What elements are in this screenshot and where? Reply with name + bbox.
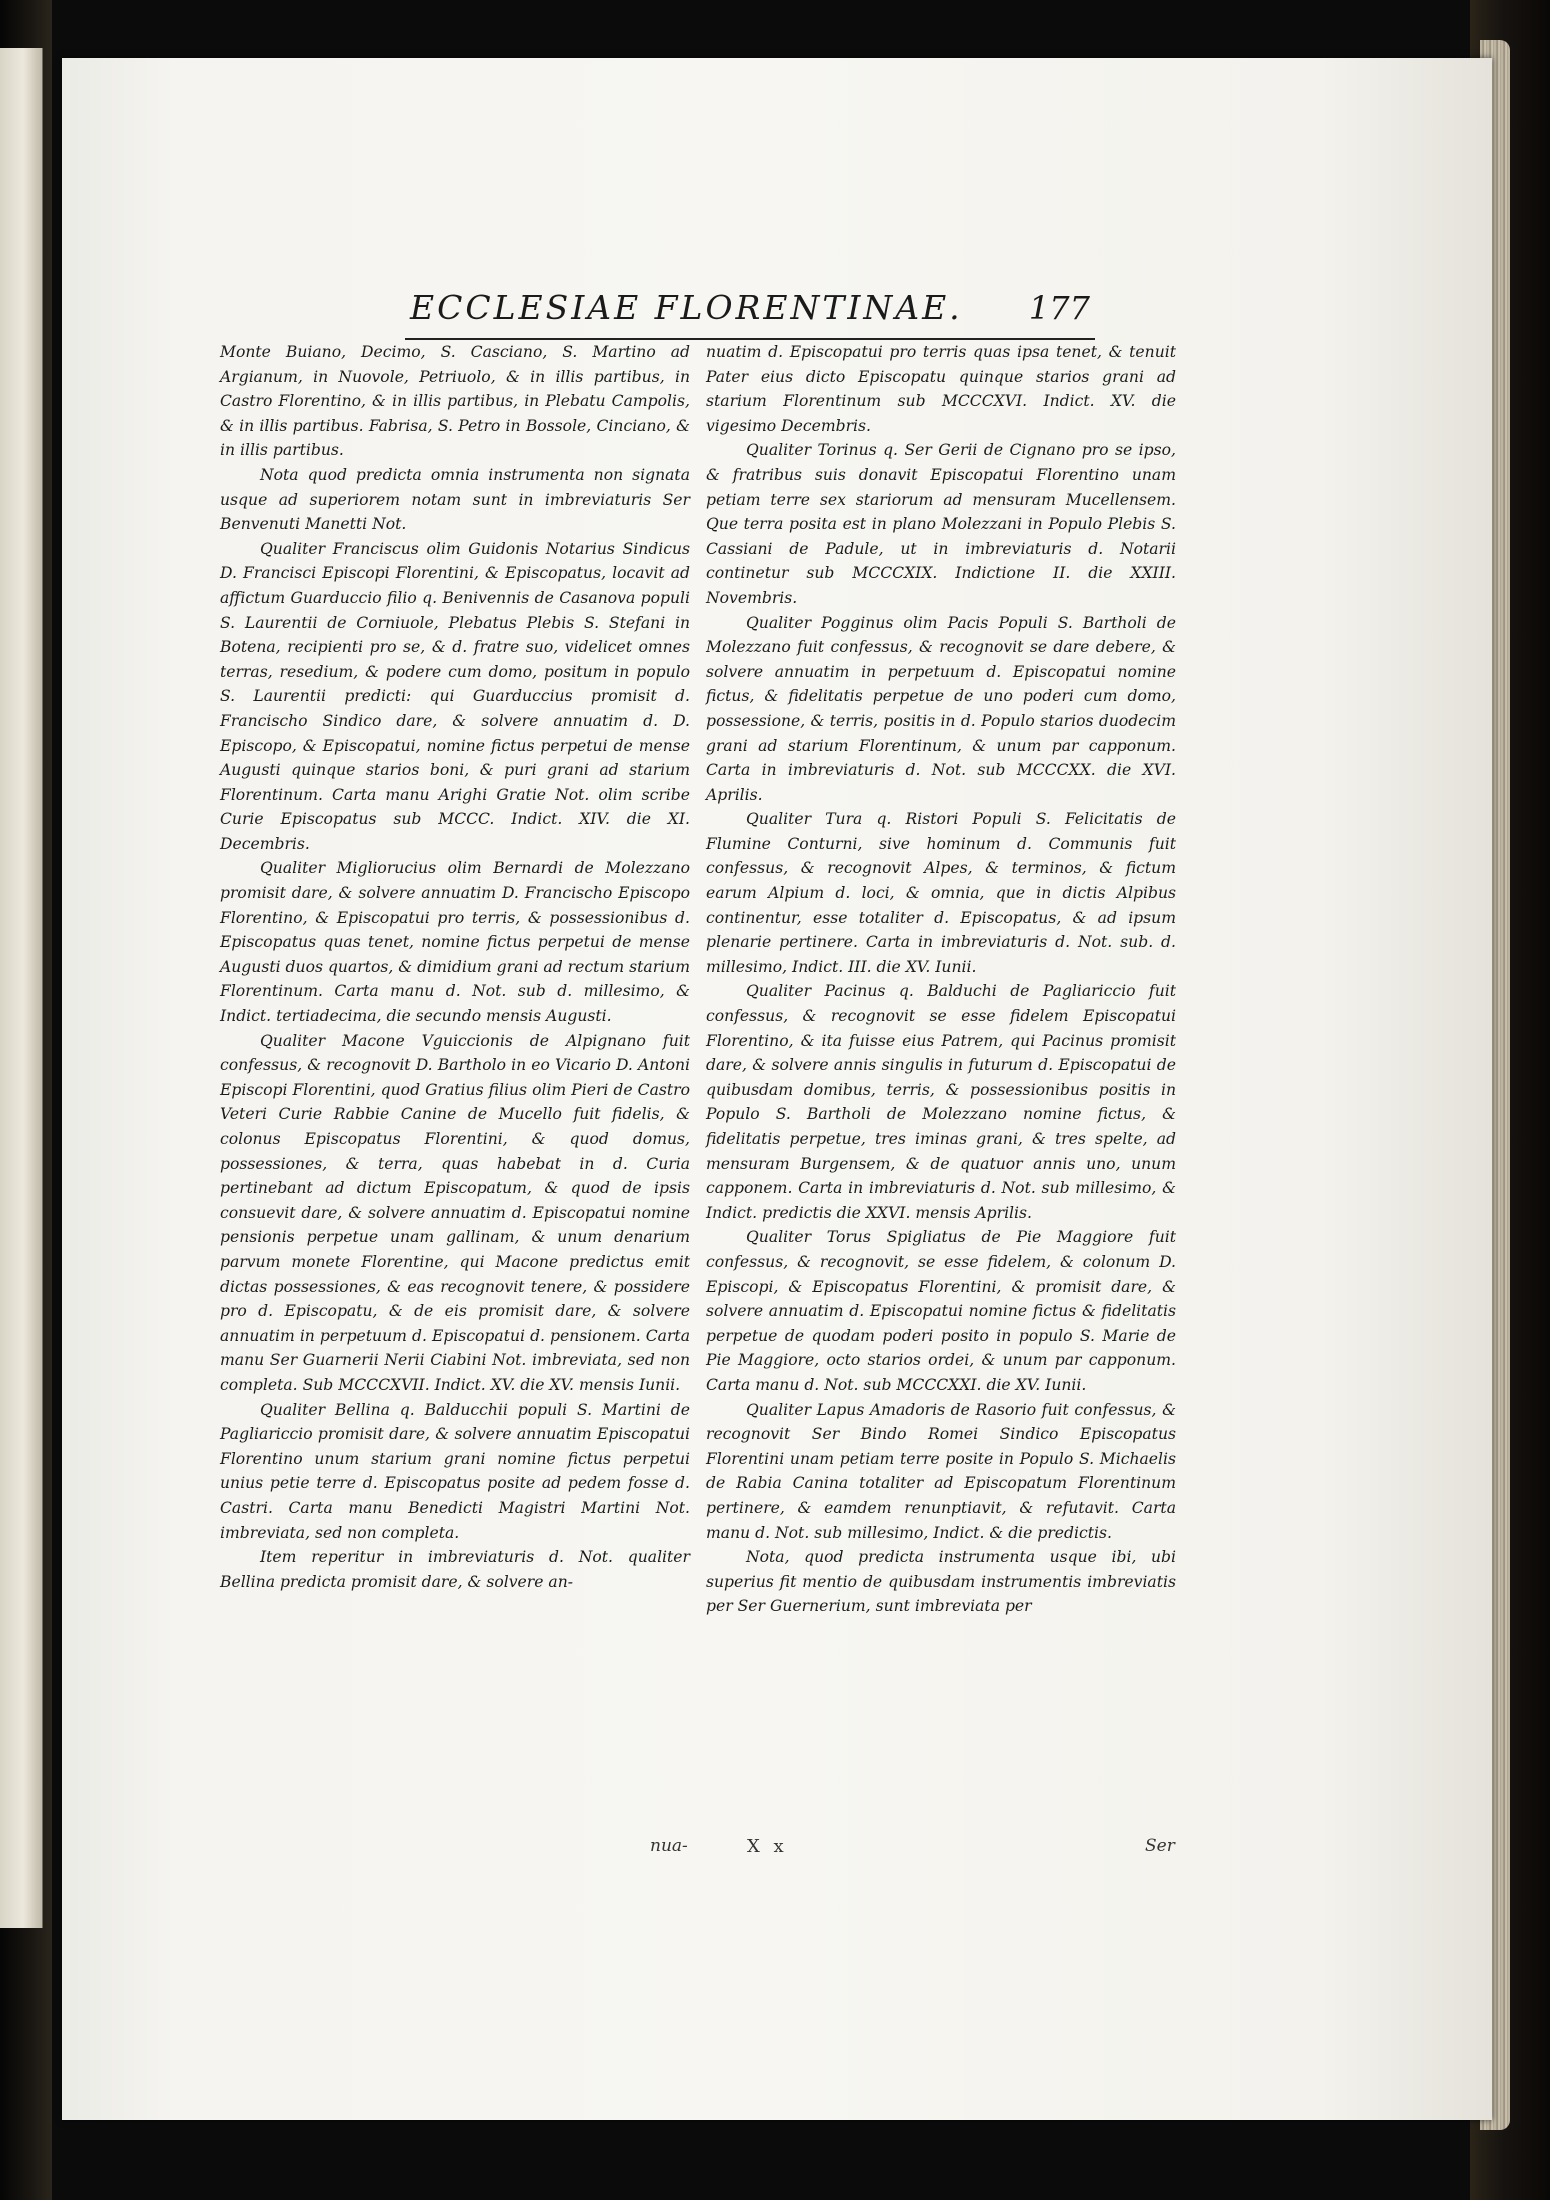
paragraph: Item reperitur in imbreviaturis d. Not. qualiter Bellina predicta promisit dare, & solvere an- <box>220 1548 690 1591</box>
signature-mark: X x <box>747 1836 788 1857</box>
running-title: ECCLESIAE FLORENTINAE. <box>410 288 963 327</box>
paragraph: Qualiter Torinus q. Ser Gerii de Cignano pro se ipso, & fratribus suis donavit Episcopatui Florentino unam petiam terre sex stariorum ad mensuram Mucellensem. Que terra posita est in plano Molezzani in Populo Plebis S. Cassiani de Padule, ut in imbreviaturis d. Notarii continetur sub MCCCXIX. Indictione II. die XXIII. Novembris. <box>706 441 1176 607</box>
page-number: 177 <box>1028 289 1090 327</box>
paragraph: Qualiter Pacinus q. Balduchi de Pagliariccio fuit confessus, & recognovit se esse fidelem Episcopatui Florentino, & ita fuisse eius Patrem, qui Pacinus promisit dare, & solvere annis singulis in futurum d. Episcopatui de quibusdam domibus, terris, & possessionibus positis in Populo S. Bartholi de Molezzano nomine fictus, & fidelitatis perpetue, tres iminas grani, & tres spelte, ad mensuram Burgensem, & de quatuor annis uno, unum capponem. Carta in imbreviaturis d. Not. sub millesimo, & Indict. predictis die XXVI. mensis Aprilis. <box>706 982 1176 1222</box>
left-column <box>220 340 690 1594</box>
paragraph: Qualiter Migliorucius olim Bernardi de Molezzano promisit dare, & solvere annuatim D. Francischo Episcopo Florentino, & Episcopatui pro terris, & possessionibus d. Episcopatus quas tenet, nomine fictus perpetui de mense Augusti duos quartos, & dimidium grani ad rectum starium Florentinum. Carta manu d. Not. sub d. millesimo, & Indict. tertiadecima, die secundo mensis Augusti. <box>220 859 690 1026</box>
paragraph: Qualiter Macone Vguiccionis de Alpignano fuit confessus, & recognovit D. Bartholo in eo Vicario D. Antoni Episcopi Florentini, quod Gratius filius olim Pieri de Castro Veteri Curie Rabbie Canine de Mucello fuit fidelis, & colonus Episcopatus Florentini, & quod domus, possessiones, & terra, quas habebat in d. Curia pertinebant ad dictum Episcopatum, & quod de ipsis consuevit dare, & solvere annuatim d. Episcopatui nomine pensionis perpetue unam gallinam, & unum denarium parvum monete Florentine, qui Macone predictus emit dictas possessiones, & eas recognovit tenere, & possidere pro d. Episcopatu, & de eis promisit dare, & solvere annuatim in perpetuum d. Episcopatui d. pensionem. Carta manu Ser Guarnerii Nerii Ciabini Not. imbreviata, sed non completa. Sub MCCCXVII. Indict. XV. die XV. mensis Iunii. <box>220 1031 690 1394</box>
page-header <box>410 288 1090 338</box>
paragraph: Qualiter Torus Spigliatus de Pie Maggiore fuit confessus, & recognovit, se esse fidelem, & colonum D. Episcopi, & Episcopatus Florentini, & promisit dare, & solvere annuatim d. Episcopatui nomine fictus & fidelitatis perpetue de quodam poderi posito in populo S. Marie de Pie Maggiore, octo starios ordei, & unum par capponum. Carta manu d. Not. sub MCCCXXI. die XV. Iunii. <box>706 1228 1176 1394</box>
paragraph: Qualiter Lapus Amadoris de Rasorio fuit confessus, & recognovit Ser Bindo Romei Sindico Episcopatus Florentini unam petiam terre posite in Populo S. Michaelis de Rabia Canina totaliter ad Episcopatum Florentinum pertinere, & eamdem renunptiavit, & refutavit. Carta manu d. Not. sub millesimo, Indict. & die predictis. <box>706 1400 1176 1542</box>
paragraph: Monte Buiano, Decimo, S. Casciano, S. Martino ad Argianum, in Nuovole, Petriuolo, & in illis partibus, in Castro Florentino, & in illis partibus, in Plebatu Campolis, & in illis partibus. Fabrisa, S. Petro in Bossole, Cinciano, & in illis partibus. <box>220 343 690 460</box>
paragraph: Qualiter Pogginus olim Pacis Populi S. Bartholi de Molezzano fuit confessus, & recognovit se dare debere, & solvere annuatim in perpetuum d. Episcopatui nomine fictus, & fidelitatis perpetue de uno poderi cum domo, possessione, & terris, positis in d. Populo starios duodecim grani ad starium Florentinum, & unum par capponum. Carta in imbreviaturis d. Not. sub MCCCXX. die XVI. Aprilis. <box>706 613 1176 804</box>
paragraph: Nota, quod predicta instrumenta usque ibi, ubi superius fit mentio de quibusdam instrumentis imbreviatis per Ser Guernerium, sunt imbreviata per <box>706 1548 1176 1616</box>
paragraph: Nota quod predicta omnia instrumenta non signata usque ad superiorem notam sunt in imbreviaturis Ser Benvenuti Manetti Not. <box>220 465 690 534</box>
paragraph: Qualiter Bellina q. Balducchii populi S. Martini de Pagliariccio promisit dare, & solvere annuatim Episcopatui Florentino unum starium grani nomine fictus perpetui unius petie terre d. Episcopatus posite ad pedem fosse d. Castri. Carta manu Benedicti Magistri Martini Not. imbreviata, sed non completa. <box>220 1400 690 1542</box>
paragraph: Qualiter Franciscus olim Guidonis Notarius Sindicus D. Francisci Episcopi Florentini, & Episcopatus, locavit ad affictum Guarduccio filio q. Benivennis de Casanova populi S. Laurentii de Corniuole, Plebatus Plebis S. Stefani in Botena, recipienti pro se, & d. fratre suo, videlicet omnes terras, resedium, & podere cum domo, positum in populo S. Laurentii predicti: qui Guarduccius promisit d. Francischo Sindico dare, & solvere annuatim d. D. Episcopo, & Episcopatui, nomine fictus perpetui de mense Augusti quinque starios boni, & puri grani ad starium Florentinum. Carta manu Arighi Gratie Not. olim scribe Curie Episcopatus sub MCCC. Indict. XIV. die XI. Decembris. <box>220 539 690 853</box>
catchword-right: Ser <box>1145 1836 1175 1856</box>
right-column <box>706 340 1176 1619</box>
catchword-left: nua- <box>650 1836 688 1856</box>
paragraph: Qualiter Tura q. Ristori Populi S. Felicitatis de Flumine Conturni, sive hominum d. Communis fuit confessus, & recognovit Alpes, & terminos, & fictum earum Alpium d. loci, & omnia, que in dictis Alpibus continentur, esse totaliter d. Episcopatus, & ad ipsum plenarie pertinere. Carta in imbreviaturis d. Not. sub. d. millesimo, Indict. III. die XV. Iunii. <box>706 810 1176 976</box>
paragraph: nuatim d. Episcopatui pro terris quas ipsa tenet, & tenuit Pater eius dicto Episcopatu quinque starios grani ad starium Florentinum sub MCCCXVI. Indict. XV. die vigesimo Decembris. <box>706 343 1176 435</box>
previous-page-edge <box>0 48 43 1928</box>
page-footer <box>220 1836 1176 1866</box>
